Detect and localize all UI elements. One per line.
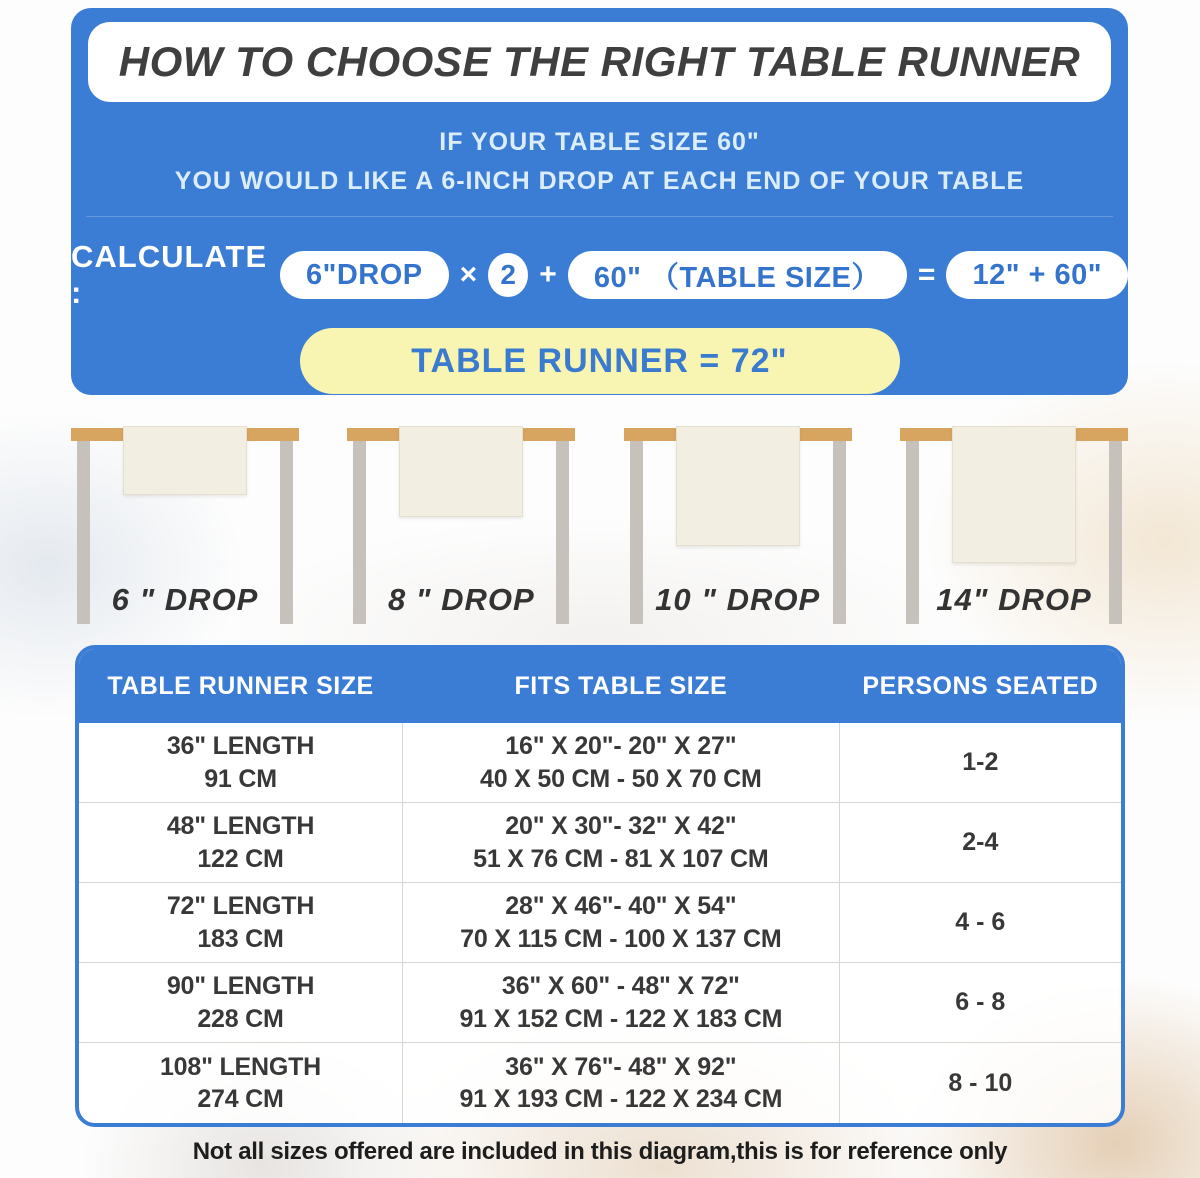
fits-size-cell xyxy=(402,963,840,1042)
persons-cell: 2-4 xyxy=(962,828,999,856)
fits-size-cm: 70 X 115 CM - 100 X 137 CM xyxy=(460,924,782,953)
result-pill: TABLE RUNNER = 72" xyxy=(300,328,900,394)
fits-size-inches: 20" X 30"- 32" X 42" xyxy=(505,812,737,840)
multiply-operator: × xyxy=(459,258,478,291)
runner-size-cm: 91 CM xyxy=(204,764,277,793)
persons-cell: 1-2 xyxy=(962,748,999,776)
persons-cell: 4 - 6 xyxy=(955,908,1006,936)
fits-size-inches: 36" X 76"- 48" X 92" xyxy=(505,1052,737,1081)
header-fits-table-size: FITS TABLE SIZE xyxy=(514,671,728,700)
runner-size-inches: 108" LENGTH xyxy=(159,1052,322,1081)
persons-cell: 8 - 10 xyxy=(948,1068,1013,1097)
plus-operator: + xyxy=(539,258,557,291)
fits-size-cell xyxy=(402,883,840,962)
runner-size-inches: 90" LENGTH xyxy=(166,972,315,1000)
times-two-badge: 2 xyxy=(488,253,528,297)
page-title: HOW TO CHOOSE THE RIGHT TABLE RUNNER xyxy=(118,38,1081,85)
fits-size-cm: 91 X 193 CM - 122 X 234 CM xyxy=(459,1085,783,1113)
runner-drape xyxy=(952,426,1076,563)
table-row xyxy=(79,1043,1121,1123)
fits-size-cell xyxy=(402,803,840,882)
fits-size-inches: 36" X 60" - 48" X 72" xyxy=(501,972,740,1000)
runner-size-cell xyxy=(79,970,402,1035)
drop-label: 6 " DROP xyxy=(111,582,259,617)
header-banner xyxy=(71,8,1128,395)
table-illustration-14in xyxy=(900,428,1128,624)
fits-size-inches: 16" X 20"- 20" X 27" xyxy=(505,732,737,760)
fits-size-inches: 28" X 46"- 40" X 54" xyxy=(505,892,737,920)
fits-size-cm: 40 X 50 CM - 50 X 70 CM xyxy=(480,764,762,793)
runner-size-cm: 122 CM xyxy=(197,844,284,873)
persons-cell: 6 - 8 xyxy=(955,988,1006,1016)
footnote: Not all sizes offered are included in this diagram,this is for reference only xyxy=(192,1138,1008,1165)
equals-operator: = xyxy=(917,258,936,291)
runner-size-cell xyxy=(79,730,402,795)
drop-label: 14" DROP xyxy=(936,582,1092,617)
drop-illustrations xyxy=(71,428,1128,624)
calculation-row xyxy=(71,239,1128,311)
runner-drape xyxy=(676,426,800,546)
fits-size-cell xyxy=(402,723,840,802)
runner-size-cell xyxy=(79,1051,402,1116)
runner-size-inches: 36" LENGTH xyxy=(166,732,315,760)
subtitle-line-2: YOU WOULD LIKE A 6-INCH DROP AT EACH END OF YOUR TABLE xyxy=(174,167,1025,195)
table-size-pill: 60" （TABLE SIZE） xyxy=(568,251,907,299)
header-persons-seated: PERSONS SEATED xyxy=(862,671,1099,700)
runner-drape xyxy=(123,426,247,495)
table-illustration-10in xyxy=(624,428,852,624)
fits-size-cm: 91 X 152 CM - 122 X 183 CM xyxy=(459,1004,783,1033)
table-illustration-8in xyxy=(347,428,575,624)
table-row xyxy=(79,803,1121,883)
runner-drape xyxy=(399,426,523,517)
table-row xyxy=(79,883,1121,963)
runner-size-cm: 183 CM xyxy=(197,924,284,953)
drop-label: 10 " DROP xyxy=(655,582,821,617)
runner-size-cell xyxy=(79,810,402,875)
runner-size-cell xyxy=(79,890,402,955)
title-box xyxy=(88,22,1111,102)
runner-size-cm: 228 CM xyxy=(197,1004,284,1033)
banner-divider xyxy=(86,216,1113,217)
drop-value-pill: 6"DROP xyxy=(280,251,449,299)
table-row xyxy=(79,963,1121,1043)
calculate-label: CALCULATE : xyxy=(71,239,268,310)
fits-size-cell xyxy=(402,1043,840,1123)
drop-label: 8 " DROP xyxy=(387,582,535,617)
runner-size-inches: 72" LENGTH xyxy=(166,892,315,920)
size-chart xyxy=(75,645,1125,1127)
runner-size-inches: 48" LENGTH xyxy=(166,812,315,840)
runner-size-cm: 274 CM xyxy=(197,1085,284,1113)
sum-pill: 12" + 60" xyxy=(946,251,1128,299)
header-runner-size: TABLE RUNNER SIZE xyxy=(107,671,374,700)
size-chart-header xyxy=(79,649,1121,723)
table-row xyxy=(79,723,1121,803)
table-illustration-6in xyxy=(71,428,299,624)
subtitle-line-1: IF YOUR TABLE SIZE 60" xyxy=(439,128,760,156)
fits-size-cm: 51 X 76 CM - 81 X 107 CM xyxy=(473,844,769,873)
